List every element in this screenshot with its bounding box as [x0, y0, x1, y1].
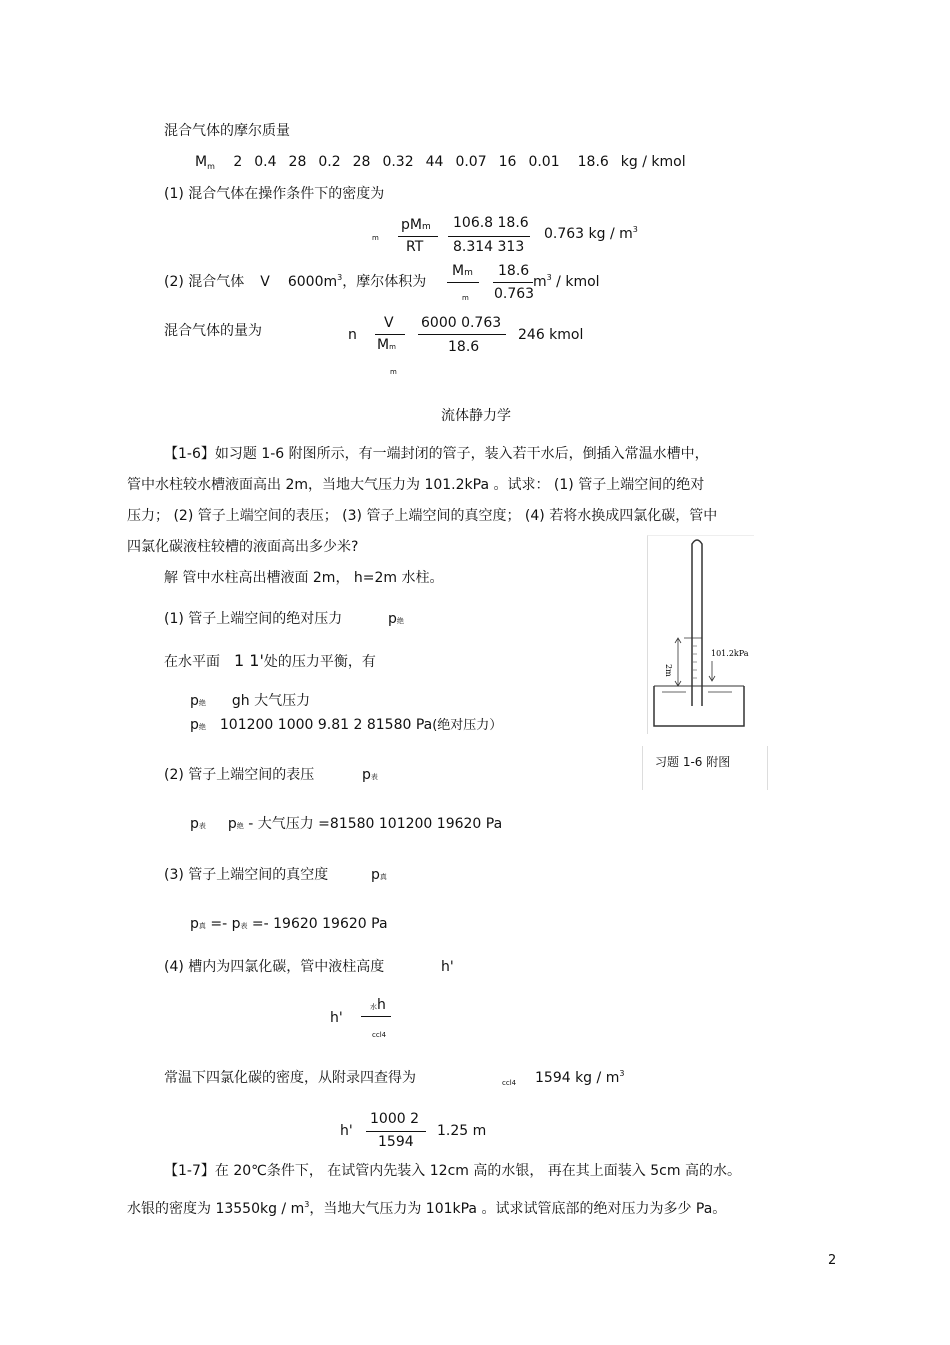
molvol-frac-den: 0.763 [494, 286, 535, 302]
frac-line [448, 236, 530, 237]
p16-balance: 在水平面 1 1'处的压力平衡，有 [164, 651, 376, 670]
tube-ticks [693, 646, 697, 678]
amount-den: 18.6 [448, 339, 480, 355]
p16-solution: 解 管中水柱高出槽液面 2m， h=2m 水柱。 [164, 570, 444, 586]
mm-term: 0.4 [254, 154, 277, 170]
p17-line2: 水银的密度为 $13550kg / m^3$，当地大气压力为 101kPa 。试求试管底部的绝对压力为多少 Pa。 [127, 1200, 727, 1217]
p16-eq1: p绝 gh 大气压力 [190, 693, 311, 709]
mm-term: 2 [233, 154, 243, 170]
p16-eq4: p真 =- p表 =- 19620 19620 Pa [190, 916, 388, 932]
p16-q3-symbol: p真 [371, 867, 387, 883]
p16-eq5-num: 水h [370, 997, 386, 1013]
molvol-text: (2) 混合气体 V $6000m^3$，摩尔体积为 [164, 273, 427, 290]
mm-term: 44 [425, 154, 444, 170]
p17-line1: 【1-7】在 20℃条件下， 在试管内先装入 12cm 高的水银， 再在其上面装入 5cm 高的水。 [164, 1163, 741, 1179]
density-den1: RT [406, 239, 424, 255]
frac-line [418, 334, 506, 335]
p16-q2-symbol: p表 [362, 767, 378, 783]
mm-term: 0.01 [528, 154, 560, 170]
p16-line3: 压力； (2) 管子上端空间的表压； (3) 管子上端空间的真空度； (4) 若将水换成四氯化碳，管中 [127, 508, 718, 524]
p16-density-value: 1594 kg / $m^3$ [535, 1069, 625, 1086]
rho-sub: m [372, 234, 379, 242]
amount-text: 混合气体的量为 [164, 323, 262, 339]
p16-eq6-result: 1.25 m [437, 1123, 487, 1139]
mm-sub: m [207, 162, 215, 171]
p16-density-text: 常温下四氯化碳的密度，从附录四查得为 [164, 1070, 416, 1086]
p16-q3: (3) 管子上端空间的真空度 [164, 867, 329, 883]
density-result: 0.763 kg / $m^3$ [544, 225, 638, 242]
figure-caption: 习题 1-6 附图 [655, 755, 731, 769]
p16-eq5-h: h' [330, 1010, 343, 1026]
p16-eq3: p表 p绝 - 大气压力 =81580 101200 19620 Pa [190, 816, 503, 832]
mm-term: 0.07 [455, 154, 487, 170]
frac-line [366, 1131, 426, 1132]
mm-heading: 混合气体的摩尔质量 [164, 123, 290, 139]
p16-q4-symbol: h' [441, 959, 454, 975]
molvol-den-sub: m [462, 294, 469, 302]
page-number: 2 [828, 1253, 837, 1268]
density-num1: pMm [401, 217, 431, 233]
p16-eq5-den: ccl4 [372, 1031, 387, 1039]
molvol-num: Mm [452, 263, 473, 279]
p16-q4: (4) 槽内为四氯化碳，管中液柱高度 [164, 959, 385, 975]
p16-q1-symbol: p绝 [388, 611, 404, 627]
amount-n: n [348, 327, 357, 343]
frac-line [375, 334, 405, 335]
mm-term: 28 [352, 154, 371, 170]
mm-symbol: M [195, 154, 208, 170]
mm-term: 18.6 [577, 154, 609, 170]
caption-box [642, 746, 768, 790]
molvol-frac-num: 18.6 [498, 263, 530, 279]
mm-term: 0.2 [318, 154, 341, 170]
frac-line [447, 282, 479, 283]
figure-box [647, 535, 754, 734]
molvol-unit: $m^3$ / kmol [533, 273, 600, 290]
density-den2: 8.314 313 [453, 239, 525, 255]
p16-eq6-num: 1000 2 [370, 1111, 419, 1127]
p16-line4: 四氯化碳液柱较槽的液面高出多少米? [127, 539, 359, 555]
amount-result: 246 kmol [518, 327, 584, 343]
dimension-label: 2m [664, 664, 673, 677]
mm-equation [195, 155, 698, 169]
p16-q2: (2) 管子上端空间的表压 [164, 767, 315, 783]
mm-term: kg / kmol [620, 154, 686, 170]
p16-eq2: p绝 101200 1000 9.81 2 81580 Pa(绝对压力） [190, 717, 503, 733]
mm-term: 16 [498, 154, 517, 170]
amount-V: V [384, 315, 394, 331]
amount-M: Mm [377, 337, 396, 353]
p16-eq6-h: h' [340, 1123, 353, 1139]
amount-below-sub: m [390, 368, 397, 376]
mm-term: 0.32 [382, 154, 414, 170]
tube-outline [692, 540, 702, 706]
p16-eq6-den: 1594 [378, 1134, 414, 1150]
pressure-label: 101.2kPa [711, 649, 749, 658]
p16-q1: (1) 管子上端空间的绝对压力 [164, 611, 343, 627]
frac-line [361, 1016, 391, 1017]
figure-manometer [648, 536, 754, 734]
p16-density-sub: ccl4 [502, 1079, 517, 1087]
frac-line [493, 282, 533, 283]
density-text: (1) 混合气体在操作条件下的密度为 [164, 186, 385, 202]
mm-term: 28 [288, 154, 307, 170]
p16-line2: 管中水柱较水槽液面高出 2m，当地大气压力为 101.2kPa 。试求： (1) 管子上端空间的绝对 [127, 477, 705, 493]
density-num2: 106.8 18.6 [453, 215, 529, 231]
p16-line1: 【1-6】如习题 1-6 附图所示，有一端封闭的管子，装入若干水后，倒插入常温水槽中， [164, 446, 709, 462]
section-title: 流体静力学 [441, 408, 511, 424]
mm-terms [233, 154, 697, 170]
frac-line [398, 236, 438, 237]
amount-num: 6000 0.763 [421, 315, 502, 331]
